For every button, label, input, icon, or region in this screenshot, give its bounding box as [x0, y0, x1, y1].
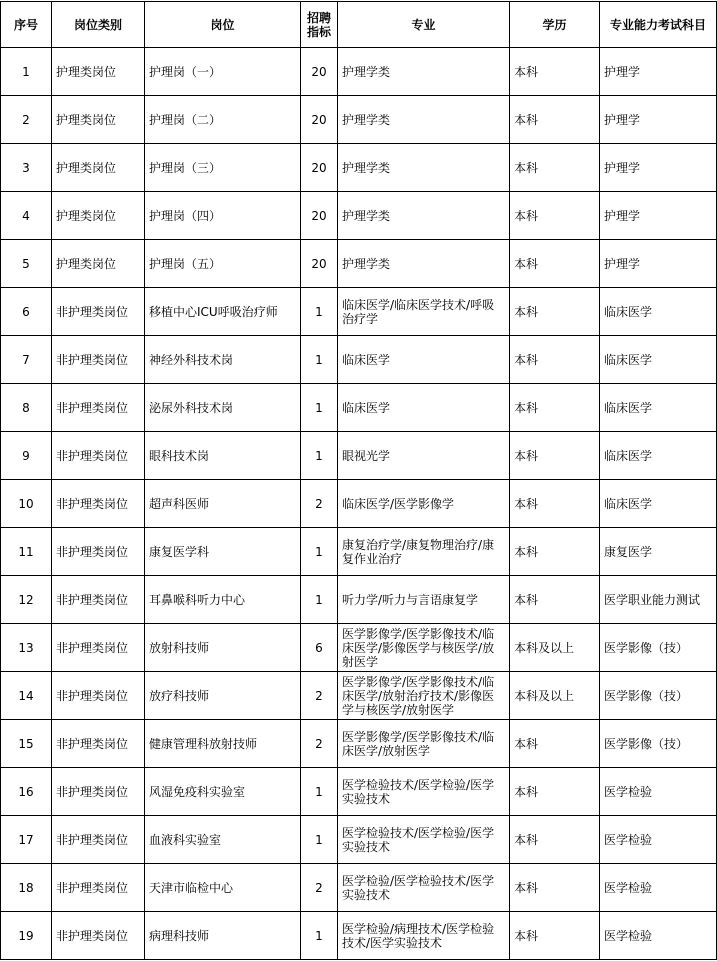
- cell-quota: 1: [301, 768, 338, 816]
- cell-category: 护理类岗位: [52, 96, 145, 144]
- cell-post: 护理岗（五）: [145, 240, 301, 288]
- cell-category: 护理类岗位: [52, 240, 145, 288]
- table-row: [1, 96, 717, 144]
- table-row: [1, 384, 717, 432]
- cell-category: 非护理类岗位: [52, 576, 145, 624]
- table-row: [1, 912, 717, 960]
- cell-exam: 临床医学: [600, 288, 717, 336]
- table-row: [1, 864, 717, 912]
- table-row: [1, 816, 717, 864]
- cell-major: 医学影像学/医学影像技术/临床医学/影像医学与核医学/放射医学: [338, 624, 510, 672]
- cell-quota: 20: [301, 144, 338, 192]
- cell-post: 眼科技术岗: [145, 432, 301, 480]
- cell-no: 12: [1, 576, 52, 624]
- cell-major: 护理学类: [338, 144, 510, 192]
- cell-education: 本科: [510, 432, 600, 480]
- cell-no: 19: [1, 912, 52, 960]
- table-row: [1, 144, 717, 192]
- cell-quota: 2: [301, 864, 338, 912]
- cell-major: 护理学类: [338, 48, 510, 96]
- cell-category: 护理类岗位: [52, 192, 145, 240]
- cell-education: 本科: [510, 96, 600, 144]
- cell-exam: 临床医学: [600, 384, 717, 432]
- cell-category: 非护理类岗位: [52, 384, 145, 432]
- cell-education: 本科: [510, 864, 600, 912]
- cell-quota: 1: [301, 432, 338, 480]
- cell-no: 13: [1, 624, 52, 672]
- cell-category: 非护理类岗位: [52, 720, 145, 768]
- cell-no: 2: [1, 96, 52, 144]
- cell-quota: 20: [301, 240, 338, 288]
- cell-major: 医学检验技术/医学检验/医学实验技术: [338, 816, 510, 864]
- cell-category: 非护理类岗位: [52, 528, 145, 576]
- table-row: [1, 576, 717, 624]
- cell-exam: 医学检验: [600, 768, 717, 816]
- cell-category: 非护理类岗位: [52, 480, 145, 528]
- cell-major: 临床医学: [338, 336, 510, 384]
- cell-major: 护理学类: [338, 96, 510, 144]
- cell-major: 眼视光学: [338, 432, 510, 480]
- cell-exam: 护理学: [600, 192, 717, 240]
- cell-education: 本科: [510, 48, 600, 96]
- header-no: 序号: [1, 2, 52, 48]
- cell-exam: 护理学: [600, 48, 717, 96]
- cell-category: 护理类岗位: [52, 48, 145, 96]
- cell-quota: 1: [301, 336, 338, 384]
- cell-education: 本科: [510, 192, 600, 240]
- cell-education: 本科: [510, 720, 600, 768]
- cell-no: 3: [1, 144, 52, 192]
- cell-no: 10: [1, 480, 52, 528]
- cell-quota: 1: [301, 912, 338, 960]
- cell-quota: 6: [301, 624, 338, 672]
- cell-category: 非护理类岗位: [52, 432, 145, 480]
- cell-major: 医学检验/病理技术/医学检验技术/医学实验技术: [338, 912, 510, 960]
- cell-category: 非护理类岗位: [52, 336, 145, 384]
- cell-no: 1: [1, 48, 52, 96]
- cell-post: 放疗科技师: [145, 672, 301, 720]
- cell-education: 本科及以上: [510, 672, 600, 720]
- cell-education: 本科: [510, 240, 600, 288]
- cell-exam: 医学检验: [600, 816, 717, 864]
- cell-category: 非护理类岗位: [52, 816, 145, 864]
- cell-exam: 康复医学: [600, 528, 717, 576]
- cell-quota: 2: [301, 480, 338, 528]
- cell-major: 临床医学/医学影像学: [338, 480, 510, 528]
- cell-post: 天津市临检中心: [145, 864, 301, 912]
- cell-major: 医学影像学/医学影像技术/临床医学/放射医学: [338, 720, 510, 768]
- cell-quota: 20: [301, 48, 338, 96]
- cell-education: 本科: [510, 384, 600, 432]
- cell-quota: 1: [301, 384, 338, 432]
- cell-post: 护理岗（一）: [145, 48, 301, 96]
- cell-no: 11: [1, 528, 52, 576]
- table-row: [1, 624, 717, 672]
- cell-exam: 护理学: [600, 96, 717, 144]
- cell-post: 风湿免疫科实验室: [145, 768, 301, 816]
- cell-post: 病理科技师: [145, 912, 301, 960]
- cell-education: 本科: [510, 288, 600, 336]
- cell-major: 护理学类: [338, 192, 510, 240]
- cell-no: 15: [1, 720, 52, 768]
- cell-post: 神经外科技术岗: [145, 336, 301, 384]
- cell-no: 16: [1, 768, 52, 816]
- table-row: [1, 672, 717, 720]
- cell-post: 护理岗（三）: [145, 144, 301, 192]
- cell-post: 康复医学科: [145, 528, 301, 576]
- cell-exam: 临床医学: [600, 432, 717, 480]
- cell-major: 医学检验技术/医学检验/医学实验技术: [338, 768, 510, 816]
- cell-major: 临床医学: [338, 384, 510, 432]
- header-row: [1, 2, 717, 48]
- cell-quota: 1: [301, 528, 338, 576]
- cell-no: 14: [1, 672, 52, 720]
- cell-exam: 护理学: [600, 144, 717, 192]
- cell-category: 护理类岗位: [52, 144, 145, 192]
- cell-exam: 医学影像（技）: [600, 672, 717, 720]
- cell-quota: 1: [301, 576, 338, 624]
- cell-quota: 1: [301, 288, 338, 336]
- recruitment-table: [0, 1, 717, 960]
- header-major: 专业: [338, 2, 510, 48]
- table-row: [1, 336, 717, 384]
- cell-exam: 医学影像（技）: [600, 624, 717, 672]
- cell-exam: 医学职业能力测试: [600, 576, 717, 624]
- header-post: 岗位: [145, 2, 301, 48]
- table-row: [1, 528, 717, 576]
- header-exam: 专业能力考试科目: [600, 2, 717, 48]
- cell-category: 非护理类岗位: [52, 864, 145, 912]
- cell-post: 耳鼻喉科听力中心: [145, 576, 301, 624]
- cell-major: 临床医学/临床医学技术/呼吸治疗学: [338, 288, 510, 336]
- cell-no: 18: [1, 864, 52, 912]
- cell-quota: 2: [301, 720, 338, 768]
- cell-post: 护理岗（四）: [145, 192, 301, 240]
- cell-major: 康复治疗学/康复物理治疗/康复作业治疗: [338, 528, 510, 576]
- cell-quota: 20: [301, 192, 338, 240]
- table-row: [1, 240, 717, 288]
- cell-education: 本科: [510, 528, 600, 576]
- table-row: [1, 480, 717, 528]
- cell-exam: 医学检验: [600, 912, 717, 960]
- cell-major: 医学检验/医学检验技术/医学实验技术: [338, 864, 510, 912]
- cell-education: 本科: [510, 480, 600, 528]
- cell-no: 5: [1, 240, 52, 288]
- table-row: [1, 192, 717, 240]
- cell-education: 本科: [510, 768, 600, 816]
- cell-category: 非护理类岗位: [52, 672, 145, 720]
- cell-quota: 20: [301, 96, 338, 144]
- cell-no: 6: [1, 288, 52, 336]
- cell-education: 本科: [510, 144, 600, 192]
- header-quota: 招聘指标: [301, 2, 338, 48]
- header-education: 学历: [510, 2, 600, 48]
- cell-exam: 医学影像（技）: [600, 720, 717, 768]
- cell-post: 放射科技师: [145, 624, 301, 672]
- cell-no: 4: [1, 192, 52, 240]
- table-row: [1, 720, 717, 768]
- cell-exam: 护理学: [600, 240, 717, 288]
- cell-no: 7: [1, 336, 52, 384]
- cell-no: 9: [1, 432, 52, 480]
- cell-major: 听力学/听力与言语康复学: [338, 576, 510, 624]
- cell-no: 17: [1, 816, 52, 864]
- cell-major: 护理学类: [338, 240, 510, 288]
- cell-post: 超声科医师: [145, 480, 301, 528]
- cell-category: 非护理类岗位: [52, 288, 145, 336]
- cell-exam: 临床医学: [600, 480, 717, 528]
- cell-quota: 2: [301, 672, 338, 720]
- cell-post: 健康管理科放射技师: [145, 720, 301, 768]
- cell-exam: 临床医学: [600, 336, 717, 384]
- header-category: 岗位类别: [52, 2, 145, 48]
- cell-education: 本科: [510, 336, 600, 384]
- table-row: [1, 48, 717, 96]
- cell-no: 8: [1, 384, 52, 432]
- cell-category: 非护理类岗位: [52, 624, 145, 672]
- cell-category: 非护理类岗位: [52, 912, 145, 960]
- cell-education: 本科及以上: [510, 624, 600, 672]
- table-row: [1, 288, 717, 336]
- cell-post: 移植中心ICU呼吸治疗师: [145, 288, 301, 336]
- table-row: [1, 432, 717, 480]
- cell-post: 血液科实验室: [145, 816, 301, 864]
- cell-major: 医学影像学/医学影像技术/临床医学/放射治疗技术/影像医学与核医学/放射医学: [338, 672, 510, 720]
- cell-education: 本科: [510, 576, 600, 624]
- cell-education: 本科: [510, 816, 600, 864]
- table-row: [1, 768, 717, 816]
- cell-quota: 1: [301, 816, 338, 864]
- cell-exam: 医学检验: [600, 864, 717, 912]
- cell-post: 泌尿外科技术岗: [145, 384, 301, 432]
- cell-education: 本科: [510, 912, 600, 960]
- cell-post: 护理岗（二）: [145, 96, 301, 144]
- cell-category: 非护理类岗位: [52, 768, 145, 816]
